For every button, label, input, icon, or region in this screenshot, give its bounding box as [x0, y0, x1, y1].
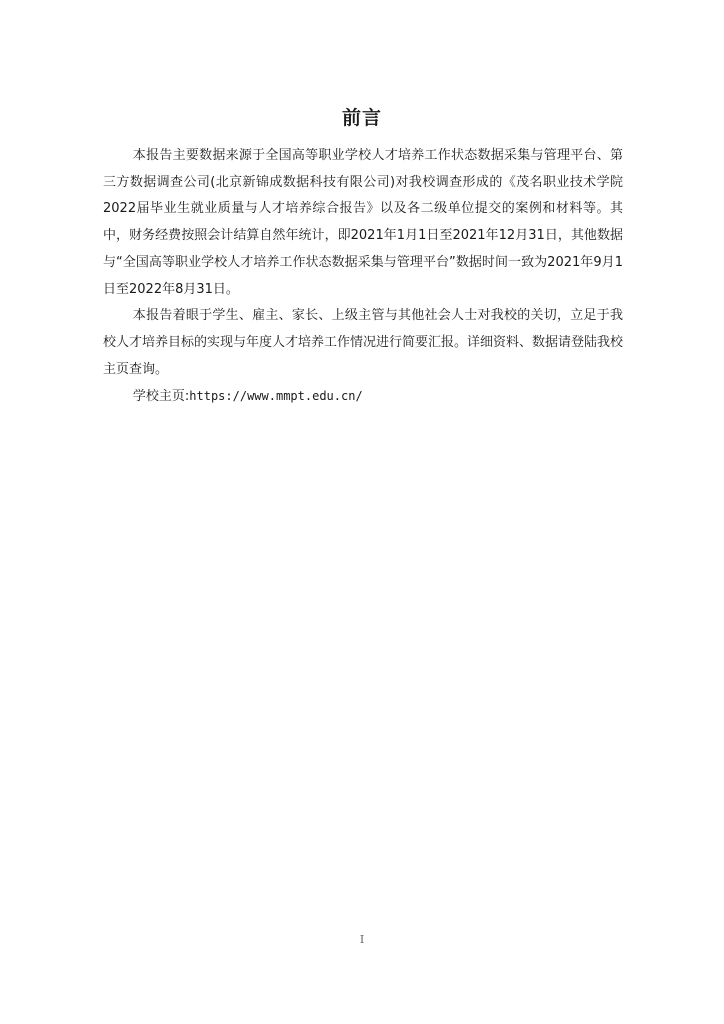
homepage-url[interactable]: https://www.mmpt.edu.cn/ — [189, 389, 363, 404]
paragraph-data-sources: 本报告主要数据来源于全国高等职业学校人才培养工作状态数据采集与管理平台、第三方数据调查公司(北京新锦成数据科技有限公司)对我校调查形成的《茂名职业技术学院2022届毕业生就业质量与人才培养综合报告》以及各二级单位提交的案例和材料等。其中，财务经费按照会计结算自然年统计，即2021年1月1日至2021年12月31日，其他数据与“全国高等职业学校人才培养工作状态数据采集与管理平台”数据时间一致为2021年9月1日至2022年8月31日。 — [103, 148, 623, 297]
page-title: 前言 — [341, 107, 382, 129]
homepage-label: 学校主页: — [132, 389, 190, 405]
homepage-line — [103, 383, 623, 411]
body-text — [103, 143, 623, 411]
paragraph-report-purpose: 本报告着眼于学生、雇主、家长、上级主管与其他社会人士对我校的关切，立足于我校人才培养目标的实现与年度人才培养工作情况进行简要汇报。详细资料、数据请登陆我校主页查询。 — [103, 308, 624, 377]
page-number: I — [359, 933, 365, 946]
